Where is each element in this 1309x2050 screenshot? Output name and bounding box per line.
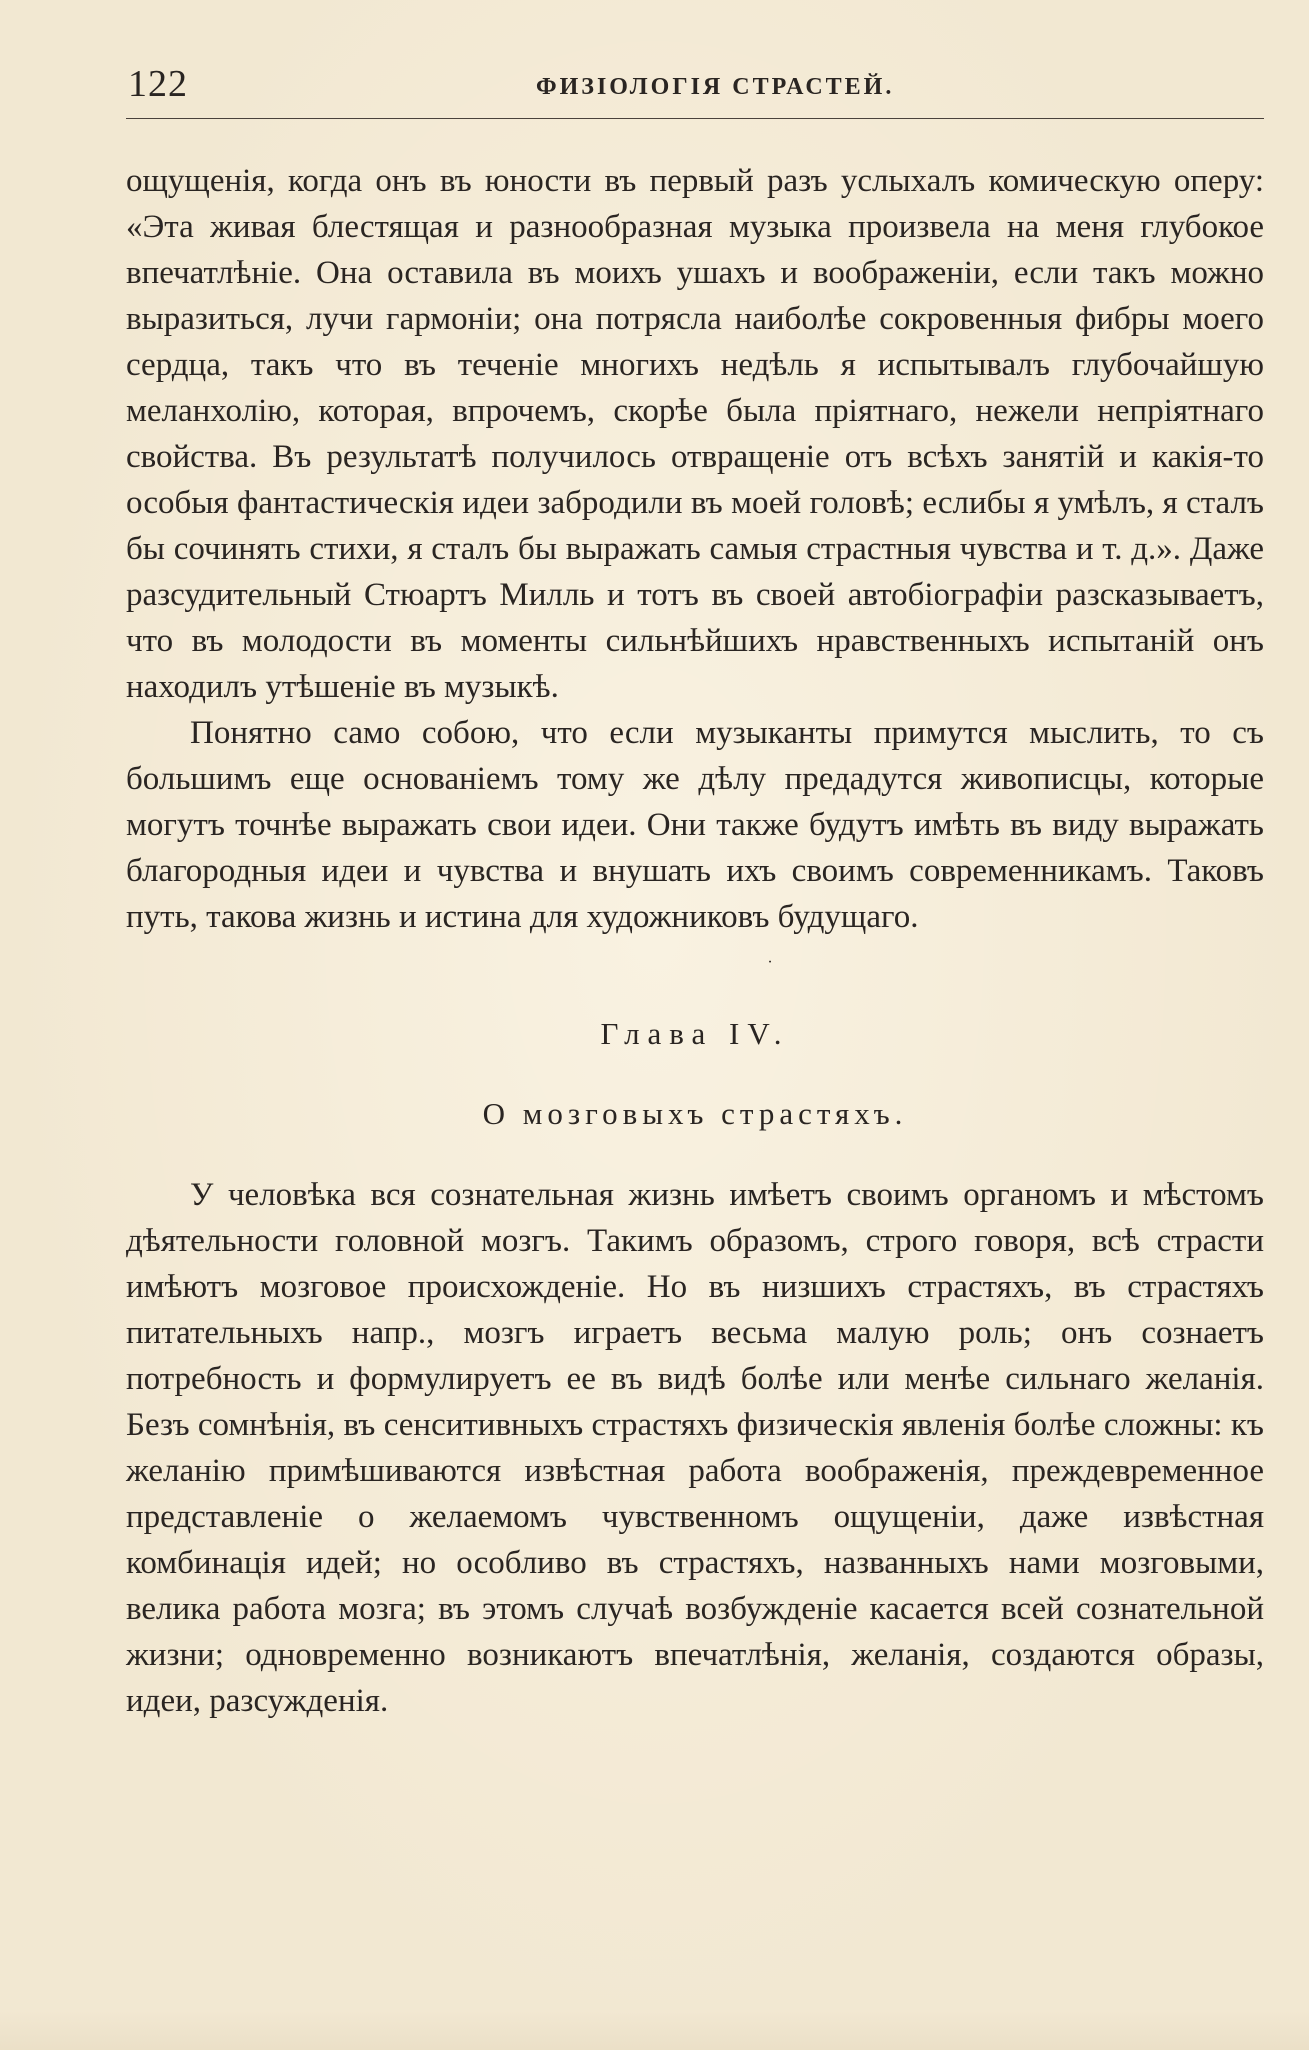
body-text (126, 158, 1264, 1724)
paragraph-artists: Понятно само собою, что если музыканты примутся мыслить, то съ большимъ еще основаніемъ тому же дѣлу предадутся живописцы, которые могутъ точнѣе выражать свои идеи. Они также будутъ имѣть въ виду выражать благородныя идеи и чувства и внушать ихъ своимъ современникамъ. Таковъ путь, такова жизнь и истина для художниковъ будущаго. (126, 715, 1264, 935)
paragraph-continuation: ощущенія, когда онъ въ юности въ первый разъ услыхалъ комическую оперу: «Эта живая блестящая и разнообразная музыка произвела на меня глубокое впечатлѣніе. Она оставила въ моихъ ушахъ и воображеніи, если такъ можно выразиться, лучи гармоніи; она потрясла наиболѣе сокровенныя фибры моего сердца, такъ что въ теченіе многихъ недѣль я испытывалъ глубочайшую меланхолію, которая, впрочемъ, скорѣе была пріятнаго, нежели непріятнаго свойства. Въ результатѣ получилось отвращеніе отъ всѣхъ занятій и какія-то особыя фантастическія идеи забродили въ моей головѣ; еслибы я умѣлъ, я сталъ бы сочинять стихи, я сталъ бы выражать самыя страстныя чувства и т. д.». Даже разсудительный Стюартъ Милль и тотъ въ своей автобіографіи разсказываетъ, что въ молодости въ моменты сильнѣйшихъ нравственныхъ испытаній онъ находилъ утѣшеніе въ музыкѣ. (126, 163, 1264, 705)
page-number: 122 (128, 63, 188, 105)
paper-edge-shade (0, 2010, 1309, 2050)
running-header (126, 58, 1264, 119)
chapter-heading: Глава IV. (600, 1016, 790, 1051)
running-title: ФИЗІОЛОГІЯ СТРАСТЕЙ. (536, 74, 895, 100)
chapter-subtitle: О мозговыхъ страстяхъ. (482, 1096, 908, 1131)
paragraph-brain-passions: У человѣка вся сознательная жизнь имѣетъ своимъ органомъ и мѣстомъ дѣятельности головной мозгъ. Такимъ образомъ, строго говоря, всѣ страсти имѣютъ мозговое происхожденіе. Но въ низшихъ страстяхъ, въ страстяхъ питательныхъ напр., мозгъ играетъ весьма малую роль; онъ сознаетъ потребность и формулируетъ ее въ видѣ болѣе или менѣе сильнаго желанія. Безъ сомнѣнія, въ сенситивныхъ страстяхъ физическія явленія болѣе сложны: къ желанію примѣшиваются извѣстная работа воображенія, преждевременное представленіе о желаемомъ чувственномъ ощущеніи, даже извѣстная комбинація идей; но особливо въ страстяхъ, названныхъ нами мозговыми, велика работа мозга; въ этомъ случаѣ возбужденіе касается всей сознательной жизни; одновременно возникаютъ впечатлѣнія, желанія, создаются образы, идеи, разсужденія. (126, 1177, 1264, 1719)
printer-dot: · (767, 954, 773, 971)
